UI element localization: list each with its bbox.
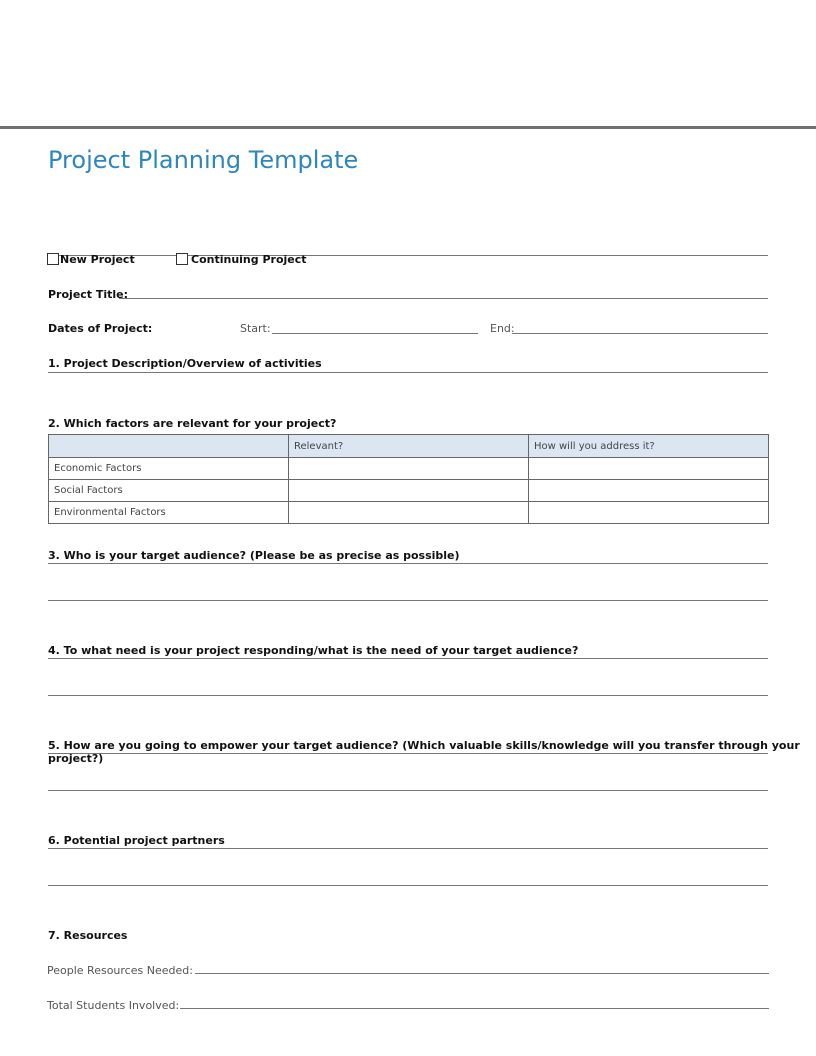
start-label: Start:: [240, 322, 271, 335]
new-project-checkbox[interactable]: [47, 253, 59, 265]
dates-label: Dates of Project:: [48, 322, 153, 335]
section-3-heading: 3. Who is your target audience? (Please be as precise as possible): [48, 549, 460, 562]
section-6-field-line-1[interactable]: [48, 848, 768, 849]
section-6-field-line-2[interactable]: [48, 885, 768, 886]
end-label: End:: [490, 322, 515, 335]
section-7-heading: 7. Resources: [48, 929, 128, 942]
project-title-field[interactable]: [119, 298, 768, 299]
relevant-cell[interactable]: [289, 480, 529, 502]
page-title: Project Planning Template: [48, 146, 359, 174]
section-3-field-line-1[interactable]: [48, 563, 768, 564]
table-header-row: [49, 435, 769, 458]
address-cell[interactable]: [529, 458, 769, 480]
people-resources-field[interactable]: [195, 973, 769, 974]
section-5-heading: 5. How are you going to empower your target audience? (Which valuable skills/knowledge will you transfer through your project?): [48, 739, 800, 765]
section-3-field-line-2[interactable]: [48, 600, 768, 601]
section-1-heading: 1. Project Description/Overview of activities: [48, 357, 322, 370]
new-project-label: New Project: [60, 253, 135, 266]
factor-name-cell: Social Factors: [49, 480, 289, 502]
section-4-heading: 4. To what need is your project responding/what is the need of your target audience?: [48, 644, 579, 657]
address-cell[interactable]: [529, 502, 769, 524]
table-row: [49, 458, 769, 480]
table-row: [49, 480, 769, 502]
end-date-field[interactable]: [512, 333, 768, 334]
header-cell-factor: [49, 435, 289, 458]
continuing-project-checkbox[interactable]: [176, 253, 188, 265]
section-6-heading: 6. Potential project partners: [48, 834, 225, 847]
relevant-cell[interactable]: [289, 458, 529, 480]
section-1-field[interactable]: [48, 372, 768, 373]
factor-name-cell: Economic Factors: [49, 458, 289, 480]
header-cell-relevant: Relevant?: [289, 435, 529, 458]
table-row: [49, 502, 769, 524]
checkbox-row-rule: [48, 255, 768, 256]
header-cell-address: How will you address it?: [529, 435, 769, 458]
address-cell[interactable]: [529, 480, 769, 502]
project-title-label: Project Title:: [48, 288, 129, 301]
factors-table: [48, 434, 769, 524]
section-5-field-line-2[interactable]: [48, 790, 768, 791]
people-resources-label: People Resources Needed:: [47, 964, 193, 977]
start-date-field[interactable]: [272, 333, 478, 334]
factor-name-cell: Environmental Factors: [49, 502, 289, 524]
header-divider: [0, 126, 816, 129]
continuing-project-label: Continuing Project: [191, 253, 307, 266]
section-4-field-line-1[interactable]: [48, 658, 768, 659]
section-2-heading: 2. Which factors are relevant for your project?: [48, 417, 337, 430]
total-students-label: Total Students Involved:: [47, 999, 180, 1012]
section-5-field-line-1[interactable]: [48, 753, 768, 754]
section-4-field-line-2[interactable]: [48, 695, 768, 696]
relevant-cell[interactable]: [289, 502, 529, 524]
total-students-field[interactable]: [180, 1008, 769, 1009]
